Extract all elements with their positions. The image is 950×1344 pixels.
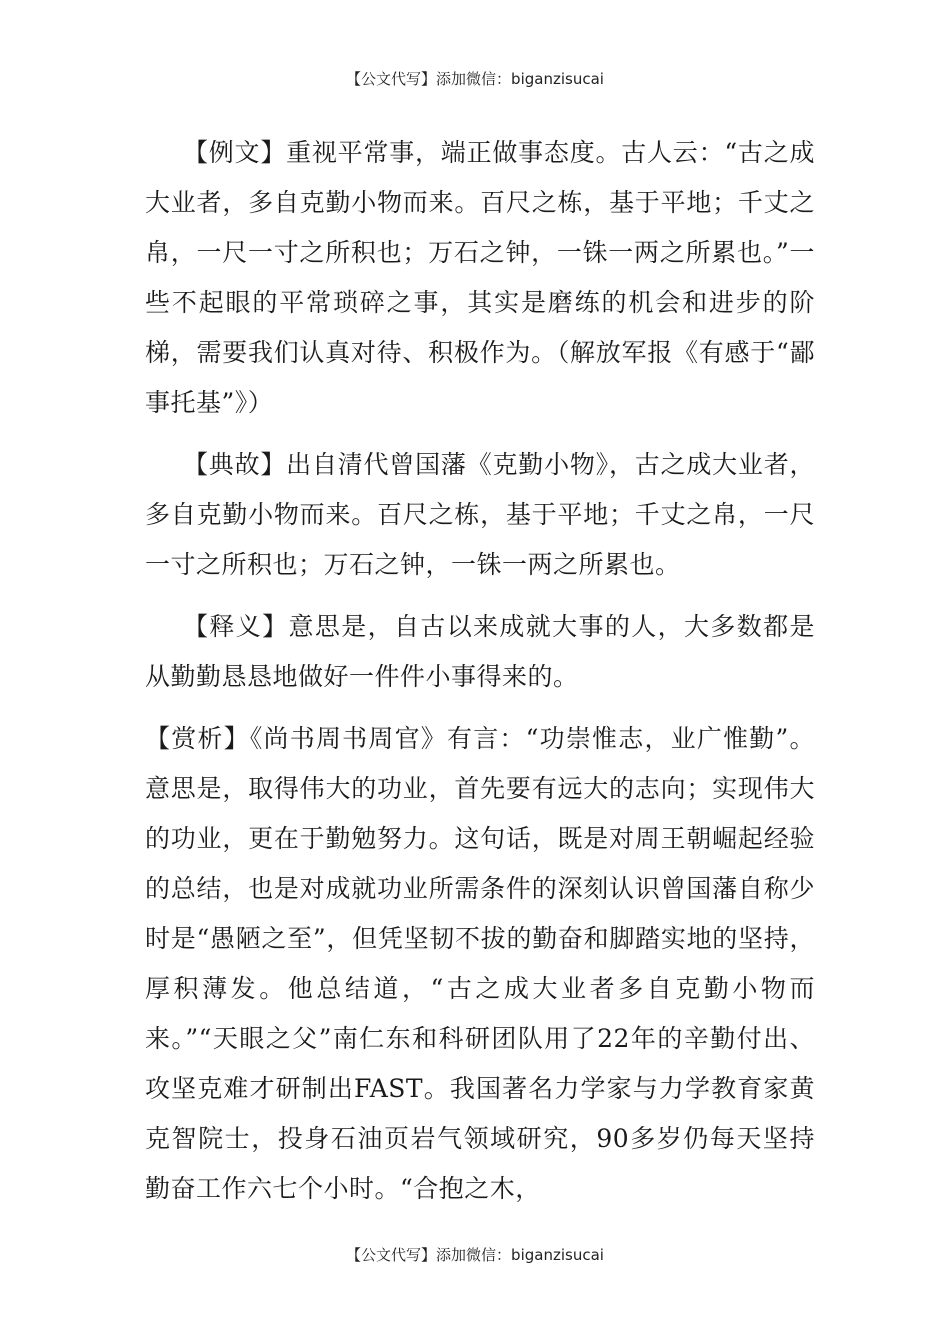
footer-text: 【公文代写】添加微信：biganzisucai	[346, 1246, 604, 1264]
header-text: 【公文代写】添加微信：biganzisucai	[346, 70, 604, 88]
paragraph-example	[145, 128, 815, 428]
paragraph-tag: 【赏析】	[145, 724, 250, 753]
paragraph-meaning	[145, 602, 815, 702]
paragraph-analysis	[145, 714, 815, 1214]
paragraph-text: 意思是，自古以来成就大事的人，大多数都是从勤勤恳恳地做好一件件小事得来的。	[145, 612, 815, 691]
page-header	[0, 68, 950, 89]
page-footer	[0, 1244, 950, 1265]
paragraph-allusion	[145, 440, 815, 590]
document-body	[145, 128, 815, 1214]
paragraph-text: 《尚书周书周官》有言：“功崇惟志，业广惟勤”。意思是，取得伟大的功业，首先要有远大的志向；实现伟大的功业，更在于勤勉努力。这句话，既是对周王朝崛起经验的总结，也是对成就功业所需条件的深刻认识曾国藩自称少时是“愚陋之至”，但凭坚韧不拔的勤奋和脚踏实地的坚持，厚积薄发。他总结道，“古之成大业者多自克勤小物而来。”“天眼之父”南仁东和科研团队用了22年的辛勤付出、攻坚克难才研制出FAST。我国著名力学家与力学教育家黄克智院士，投身石油页岩气领域研究，90多岁仍每天坚持勤奋工作六七个小时。“合抱之木，	[145, 724, 815, 1203]
paragraph-text: 重视平常事，端正做事态度。古人云：“古之成大业者，多自克勤小物而来。百尺之栋，基于平地；千丈之帛，一尺一寸之所积也；万石之钟，一铢一两之所累也。”一些不起眼的平常琐碎之事，其实是磨练的机会和进步的阶梯，需要我们认真对待、积极作为。（解放军报《有感于“鄙事托基”》）	[145, 138, 815, 417]
paragraph-tag: 【典故】	[183, 450, 287, 479]
paragraph-tag: 【例文】	[183, 138, 287, 167]
paragraph-text: 出自清代曾国藩《克勤小物》，古之成大业者，多自克勤小物而来。百尺之栋，基于平地；千丈之帛，一尺一寸之所积也；万石之钟，一铢一两之所累也。	[145, 450, 815, 579]
paragraph-tag: 【释义】	[183, 612, 289, 641]
